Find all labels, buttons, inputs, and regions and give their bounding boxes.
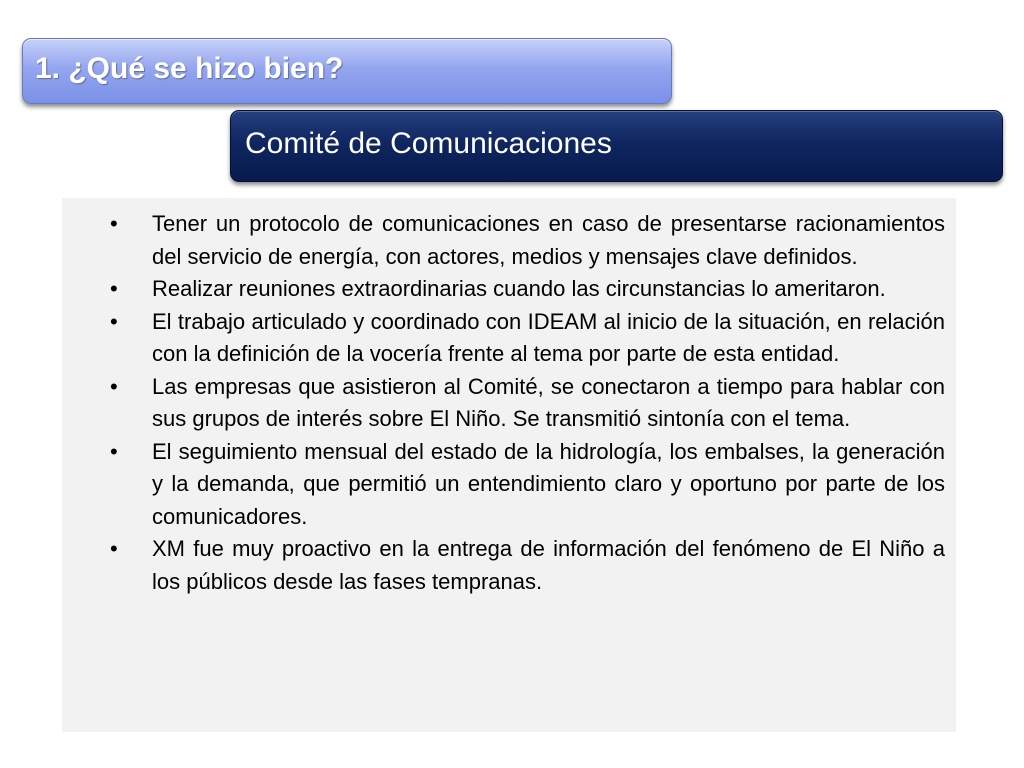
bullet-text: XM fue muy proactivo en la entrega de información del fenómeno de El Niño a los públicos desde las fases tempranas. (152, 536, 945, 594)
bullet-item (110, 273, 945, 306)
bullet-icon: • (110, 211, 118, 236)
bullet-icon: • (110, 308, 118, 334)
page-title: 1. ¿Qué se hizo bien? (35, 52, 344, 85)
bullet-item (110, 533, 945, 598)
content-panel (62, 198, 956, 732)
bullet-item (110, 371, 945, 436)
bullet-icon: • (110, 373, 118, 399)
bullet-item (110, 208, 945, 273)
bullet-text: El seguimiento mensual del estado de la hidrología, los embalses, la generación y la demanda, que permitió un entendimiento claro y oportuno por parte de los comunicadores. (152, 438, 945, 529)
bullet-item (110, 436, 945, 534)
bullet-icon: • (110, 438, 118, 464)
subtitle-banner (230, 110, 1003, 182)
bullet-item (110, 306, 945, 371)
bullet-text: Tener un protocolo de comunicaciones en caso de presentarse racionamientos del servicio de energía, con actores, medios y mensajes clave definidos. (152, 211, 945, 269)
bullet-icon: • (110, 276, 118, 301)
bullet-icon: • (110, 536, 118, 561)
section-subtitle: Comité de Comunicaciones (245, 127, 612, 160)
bullet-list (110, 208, 945, 598)
title-banner (22, 38, 672, 104)
bullet-text: El trabajo articulado y coordinado con IDEAM al inicio de la situación, en relación con la definición de la vocería frente al tema por parte de esta entidad. (152, 308, 945, 366)
bullet-text: Realizar reuniones extraordinarias cuando las circunstancias lo ameritaron. (152, 276, 886, 301)
bullet-text: Las empresas que asistieron al Comité, se conectaron a tiempo para hablar con sus grupos de interés sobre El Niño. Se transmitió sintonía con el tema. (152, 373, 945, 431)
